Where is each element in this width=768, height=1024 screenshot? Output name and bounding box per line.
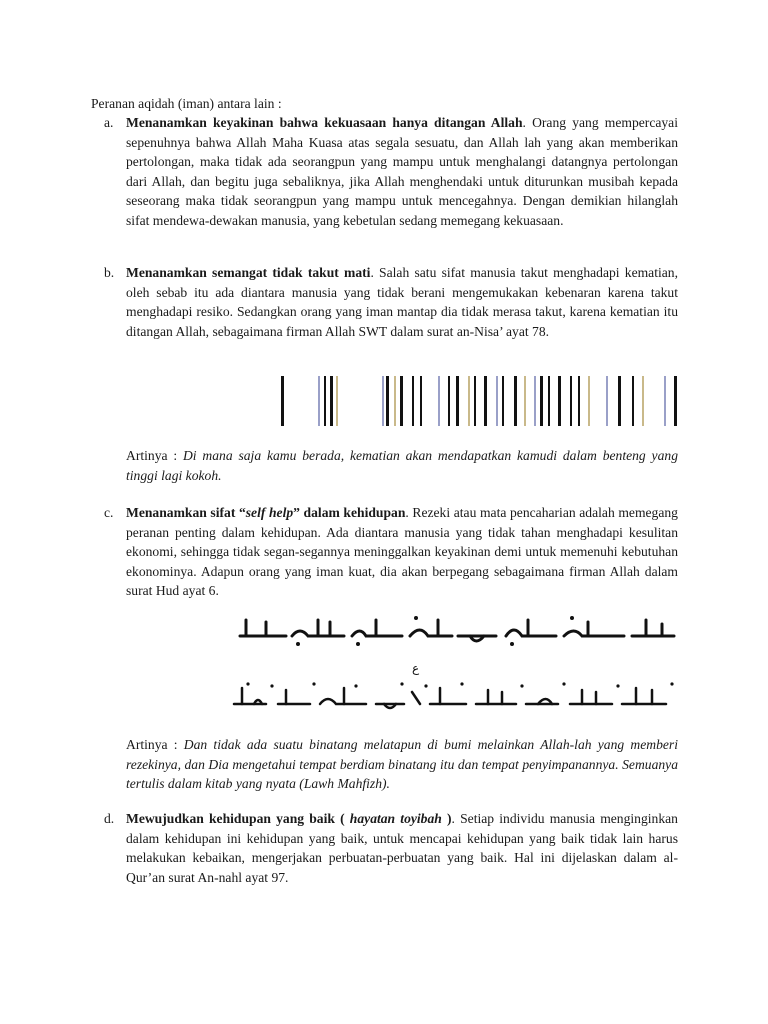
item-c-translation [126, 735, 678, 794]
item-c-title-pre: Menanamkan sifat “ [126, 505, 246, 520]
item-c-body: . Rezeki atau mata pencaharian adalah memegang peranan penting dalam kehidupan. Ada diantara manusia yang tidak tahan menghadapi kesulitan ekonomi, sehingga tidak segan-segannya meninggalkan keyakinan demi untuk memenuhi kebutuhan ekonominya. Adapun orang yang iman kuat, dia akan berpegang sebagaimana firman Allah dalam surat Hud ayat 6. [126, 505, 678, 599]
item-d-title-italic: hayatan toyibah [349, 811, 442, 826]
item-d-title-post: ) [441, 811, 452, 826]
svg-text:ع: ع [412, 661, 420, 675]
artinya-label: Artinya : [126, 448, 183, 463]
item-b-body: . Salah satu sifat manusia takut menghadapi kematian, oleh sebab itu ada diantara manusia yang tidak berani mengemukakan kebenaran karena takut menghadapi resiko. Sedangkan orang yang iman mantap dia tidak merasa takut, karena kematian itu ditangan Allah, sebagaimana firman Allah SWT dalam surat an-Nisa’ ayat 78. [126, 265, 679, 339]
item-d-text [126, 809, 678, 887]
list-marker: a. [104, 115, 114, 130]
list-marker: c. [104, 505, 114, 520]
artinya-text: Dan tidak ada suatu binatang melatapun di bumi melainkan Allah-lah yang memberi rezekinya, dan Dia mengetahui tempat berdiam binatang itu dan tempat penyimpanannya. Semuanya tertulis dalam kitab yang nyata (Lawh Mahfizh). [126, 737, 678, 792]
list-marker: d. [104, 811, 115, 826]
item-a-body: . Orang yang mempercayai sepenuhnya bahwa Allah Maha Kuasa atas segala sesuatu, dan Allah lah yang akan memberikan pertolongan, maka tidak ada seorangpun yang mampu untuk menghalangi datangnya pertolongan dari Allah, dan begitu juga sebaliknya, jika Allah menghendaki untuk diturunkan musibah kepada seseorang maka tidak seorangpun yang mampu untuk mencegahnya. Dengan demikian hilanglah sifat mendewa-dewakan manusia, yang kebetulan sedang memegang kekuasaan. [126, 115, 678, 228]
item-a-title: Menanamkan keyakinan bahwa kekuasaan hanya ditangan Allah [126, 115, 523, 130]
arabic-verse-image-2 [226, 612, 682, 720]
item-c-title-post: ” dalam kehidupan [293, 505, 406, 520]
item-d-title-pre: Mewujudkan kehidupan yang baik ( [126, 811, 350, 826]
item-c-title-italic: self help [245, 505, 294, 520]
intro-text: Peranan aqidah (iman) antara lain : [91, 96, 282, 111]
arabic-verse-image-1 [278, 374, 686, 428]
item-a-text [126, 113, 678, 231]
item-b-text [126, 263, 678, 341]
item-b-title: Menanamkan semangat tidak takut mati [126, 265, 371, 280]
list-marker: b. [104, 265, 115, 280]
item-d-body: . Setiap individu manusia menginginkan dalam kehidupan ini kehidupan yang baik, untuk mencapai kehidupan yang baik tidak lain harus melakukan kebaikan, mengerjakan perbuatan-perbuatan yang baik. Hal ini dijelaskan dalam al-Qur’an surat An-nahl ayat 97. [126, 811, 678, 885]
artinya-text: Di mana saja kamu berada, kematian akan mendapatkan kamudi dalam benteng yang tinggi lagi kokoh. [126, 448, 678, 483]
item-b-translation [126, 446, 678, 485]
artinya-label: Artinya : [126, 737, 184, 752]
item-c-text [126, 503, 678, 601]
